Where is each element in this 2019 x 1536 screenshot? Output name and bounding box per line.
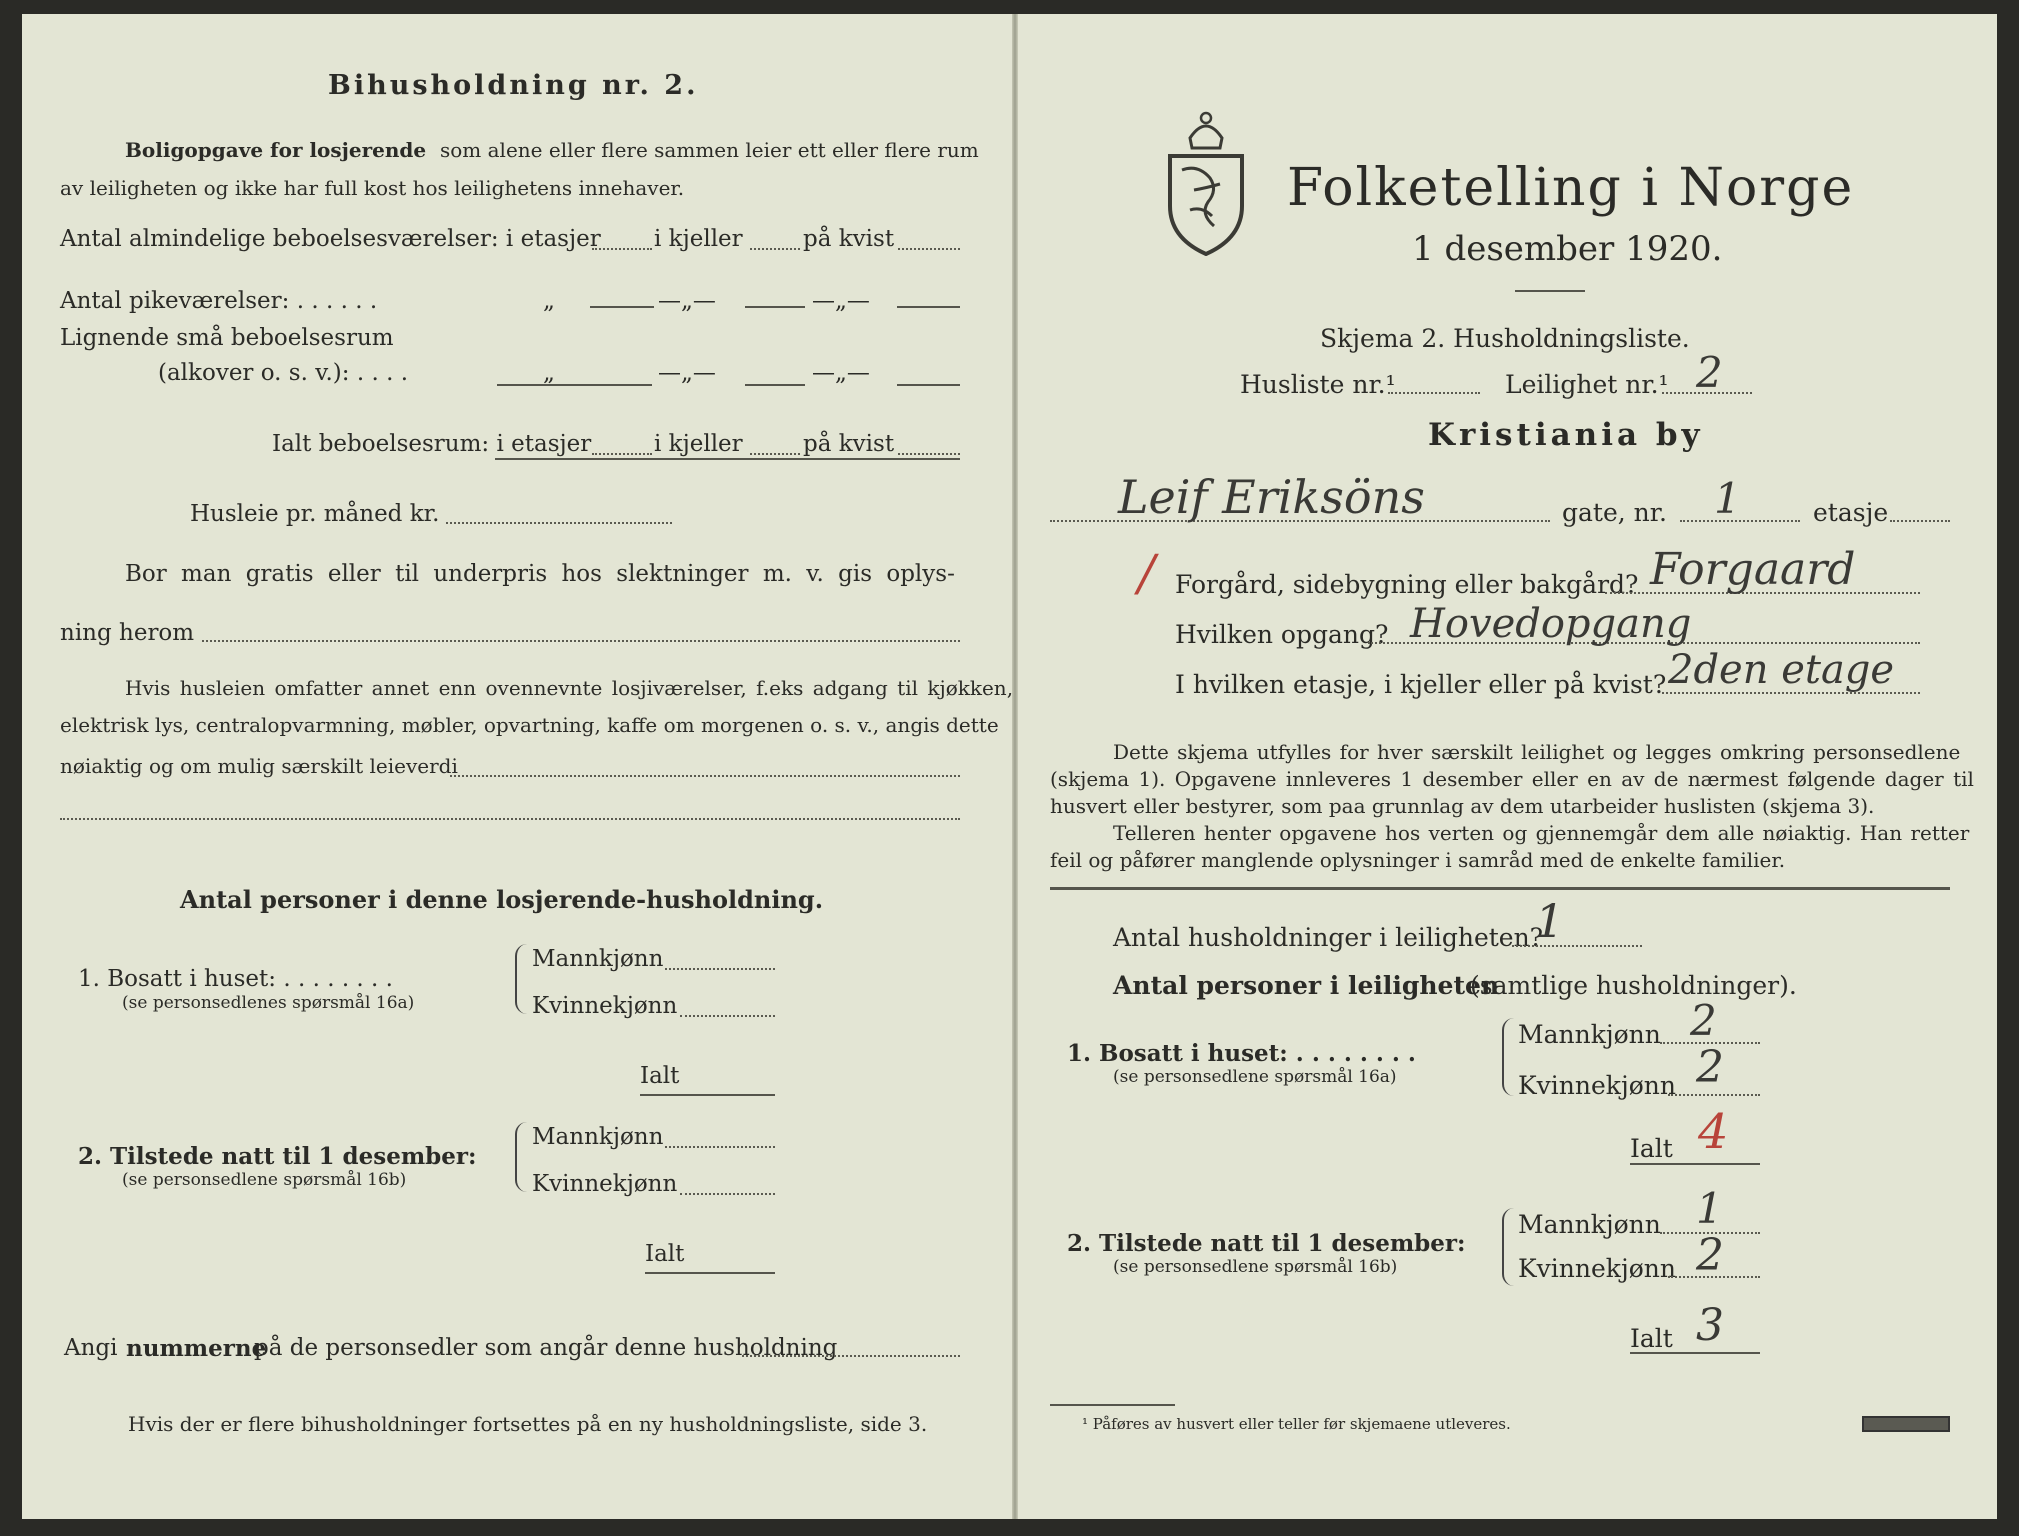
right-q2-mann-value: 1 — [1696, 1184, 1723, 1233]
instr-line-3: husvert eller bestyrer, som paa grunnlag av dem utarbeider huslisten (skjema 3). — [1050, 794, 1875, 818]
gate-nr-label: gate, nr. — [1562, 498, 1667, 527]
gratis-line-2: ning herom — [60, 620, 195, 646]
leieverdi-field[interactable] — [450, 775, 960, 777]
beboelse-kvist-label: på kvist — [803, 226, 895, 252]
lignende-ditto-2: —„— — [658, 360, 716, 386]
pike-ditto: „ — [543, 288, 555, 314]
instr-line-4: Telleren henter opgavene hos verten og gjennemgår dem alle nøiaktig. Han retter — [1113, 821, 1970, 845]
right-q2-kvinne-value: 2 — [1696, 1230, 1724, 1281]
antal-hus-field[interactable] — [1512, 945, 1642, 947]
antal-hus-label: Antal husholdninger i leiligheten? — [1113, 923, 1544, 952]
lignende-ditto: „ — [543, 360, 555, 386]
left-q2-label: 2. Tilstede natt til 1 desember: — [78, 1143, 477, 1170]
right-q2-ialt-label: Ialt — [1630, 1324, 1673, 1353]
right-q1-ialt-field[interactable] — [1630, 1163, 1760, 1165]
right-q2-mann-label: Mannkjønn — [1518, 1210, 1661, 1239]
pike-etasjer-field[interactable] — [590, 306, 654, 308]
opgang-value: Hovedopgang — [1410, 601, 1692, 647]
beboelse-etasjer-field[interactable] — [592, 248, 652, 250]
right-date: 1 desember 1920. — [1412, 229, 1723, 269]
left-q1-mann-field[interactable] — [665, 968, 775, 970]
instr-divider — [1050, 887, 1950, 890]
left-q2-mann-field[interactable] — [665, 1146, 775, 1148]
ialt-kjeller-label: i kjeller — [654, 431, 743, 457]
left-q1-label: 1. Bosatt i huset: . . . . . . . . — [78, 966, 393, 992]
beboelse-kjeller-label: i kjeller — [654, 226, 743, 252]
left-title: Bihusholdning nr. 2. — [328, 70, 699, 101]
pike-ditto-2: —„— — [658, 288, 716, 314]
pike-label: Antal pikeværelser: . . . . . . — [60, 288, 378, 314]
schema-label: Skjema 2. Husholdningsliste. — [1320, 324, 1690, 353]
leilighet-value: 2 — [1696, 348, 1723, 397]
right-q1-ialt-value: 4 — [1698, 1104, 1729, 1160]
right-q1-brace — [1502, 1018, 1514, 1096]
right-q1-mann-label: Mannkjønn — [1518, 1020, 1661, 1049]
left-q2-ialt-field[interactable] — [645, 1272, 775, 1274]
city-label: Kristiania by — [1428, 417, 1704, 453]
etasje-answer-value: 2den etage — [1668, 647, 1895, 693]
forgard-label: Forgård, sidebygning eller bakgård? — [1175, 570, 1639, 599]
husliste-label: Husliste nr.¹ — [1240, 370, 1396, 399]
hvis-line-2: elektrisk lys, centralopvarmning, møbler, opvartning, kaffe om morgenen o. s. v., angis dette — [60, 713, 999, 737]
beboelse-kvist-field[interactable] — [898, 248, 960, 250]
left-q2-kvinne-field[interactable] — [680, 1193, 775, 1195]
left-q2-mann-label: Mannkjønn — [532, 1124, 664, 1150]
right-q1-kvinne-value: 2 — [1696, 1042, 1724, 1093]
lignende-etasjer-field[interactable] — [497, 384, 652, 386]
intro-bold: Boligopgave for losjerende — [125, 138, 427, 162]
left-footer: Hvis der er flere bihusholdninger fortsettes på en ny husholdningsliste, side 3. — [128, 1412, 928, 1436]
left-q1-kvinne-field[interactable] — [680, 1015, 775, 1017]
husleie-field[interactable] — [446, 522, 672, 524]
angi-label-2: på de personsedler som angår denne husholdning — [254, 1335, 838, 1361]
ialt-kjeller-field[interactable] — [750, 453, 800, 455]
ialt-underline — [495, 458, 960, 460]
left-q2-brace — [515, 1122, 527, 1192]
right-q2-sub: (se personsedlene spørsmål 16b) — [1113, 1257, 1398, 1277]
angi-label-bold: nummerne — [126, 1335, 267, 1362]
husleie-label: Husleie pr. måned kr. — [190, 501, 440, 527]
right-q2-label: 2. Tilstede natt til 1 desember: — [1067, 1230, 1466, 1257]
pike-ditto-3: —„— — [812, 288, 870, 314]
beboelse-kjeller-field[interactable] — [750, 248, 800, 250]
lignende-label-1: Lignende små beboelsesrum — [60, 325, 394, 351]
red-check-mark: / — [1138, 544, 1155, 602]
right-q1-sub: (se personsedlene spørsmål 16a) — [1113, 1067, 1397, 1087]
lignende-ditto-3: —„— — [812, 360, 870, 386]
left-q1-mann-label: Mannkjønn — [532, 946, 664, 972]
etasje-label: etasje — [1813, 498, 1889, 527]
opgang-label: Hvilken opgang? — [1175, 620, 1389, 649]
left-q1-brace — [515, 944, 527, 1014]
page-fold — [1012, 14, 1018, 1519]
pike-kjeller-field[interactable] — [745, 306, 805, 308]
left-q1-ialt-label: Ialt — [640, 1063, 680, 1089]
husliste-field[interactable] — [1388, 392, 1480, 394]
footnote: ¹ Påføres av husvert eller teller før skjemaene utleveres. — [1082, 1415, 1511, 1433]
ialt-kvist-label: på kvist — [803, 431, 895, 457]
left-q1-ialt-field[interactable] — [640, 1094, 775, 1096]
ialt-etasjer-field[interactable] — [592, 453, 652, 455]
left-q2-sub: (se personsedlene spørsmål 16b) — [122, 1170, 407, 1190]
pike-kvist-field[interactable] — [897, 306, 960, 308]
right-q1-ialt-label: Ialt — [1630, 1134, 1673, 1163]
gratis-line-1: Bor man gratis eller til underpris hos slektninger m. v. gis oplys- — [125, 561, 955, 587]
intro-line-1: som alene eller flere sammen leier ett eller flere rum — [440, 138, 979, 162]
right-q1-kvinne-label: Kvinnekjønn — [1518, 1071, 1676, 1100]
forgard-value: Forgaard — [1650, 544, 1856, 595]
intro-line-2: av leiligheten og ikke har full kost hos leilighetens innehaver. — [60, 176, 685, 200]
instr-line-1: Dette skjema utfylles for hver særskilt leilighet og legges omkring personsedlene — [1113, 740, 1961, 764]
gate-nr-value: 1 — [1714, 474, 1741, 523]
lignende-label-2: (alkover o. s. v.): . . . . — [158, 360, 409, 386]
etasje-question: I hvilken etasje, i kjeller eller på kvist? — [1175, 670, 1667, 699]
left-q2-kvinne-label: Kvinnekjønn — [532, 1171, 678, 1197]
etasje-field[interactable] — [1890, 520, 1950, 522]
lignende-kvist-field[interactable] — [897, 384, 960, 386]
right-q2-brace — [1502, 1208, 1514, 1286]
right-q2-ialt-field[interactable] — [1630, 1352, 1760, 1354]
instr-line-2: (skjema 1). Opgavene innleveres 1 desember eller en av de nærmest følgende dager til — [1050, 767, 1974, 791]
gratis-field[interactable] — [202, 640, 960, 642]
left-q2-ialt-label: Ialt — [645, 1241, 685, 1267]
right-persons-bold: Antal personer i leiligheten — [1113, 971, 1500, 1000]
right-title: Folketelling i Norge — [1287, 158, 1855, 218]
right-persons-rest: (samtlige husholdninger). — [1470, 971, 1797, 1000]
right-q1-label: 1. Bosatt i huset: . . . . . . . . — [1067, 1040, 1416, 1067]
angi-label-1: Angi — [64, 1335, 118, 1361]
ialt-kvist-field[interactable] — [898, 453, 960, 455]
hvis-line-3: nøiaktig og om mulig særskilt leieverdi — [60, 754, 458, 778]
beboelse-label: Antal almindelige beboelsesværelser: i etasjer — [60, 226, 601, 252]
left-persons-heading: Antal personer i denne losjerende-husholdning. — [180, 885, 824, 914]
leieverdi-field-2[interactable] — [60, 818, 960, 820]
instr-line-5: feil og påfører manglende oplysninger i samråd med de enkelte familier. — [1050, 848, 1786, 872]
ialt-rum-label: Ialt beboelsesrum: i etasjer — [272, 431, 592, 457]
left-q1-sub: (se personsedlenes spørsmål 16a) — [122, 993, 415, 1013]
right-q2-kvinne-label: Kvinnekjønn — [1518, 1254, 1676, 1283]
right-q2-ialt-value: 3 — [1696, 1300, 1724, 1351]
hvis-line-1: Hvis husleien omfatter annet enn ovennevnte losjiværelser, f.eks adgang til kjøkken, — [125, 676, 1014, 700]
coat-of-arms-icon — [1160, 106, 1252, 256]
lignende-kjeller-field[interactable] — [745, 384, 805, 386]
right-q1-mann-value: 2 — [1690, 996, 1717, 1045]
right-q1-kvinne-field[interactable] — [1668, 1094, 1760, 1096]
left-q1-kvinne-label: Kvinnekjønn — [532, 993, 678, 1019]
angi-field[interactable] — [742, 1355, 960, 1357]
printer-stamp — [1862, 1416, 1950, 1432]
leilighet-label: Leilighet nr.¹ — [1505, 370, 1669, 399]
footnote-rule — [1050, 1404, 1175, 1406]
antal-hus-value: 1 — [1535, 894, 1565, 948]
street-value: Leif Eriksöns — [1118, 470, 1425, 524]
title-divider — [1515, 290, 1585, 292]
